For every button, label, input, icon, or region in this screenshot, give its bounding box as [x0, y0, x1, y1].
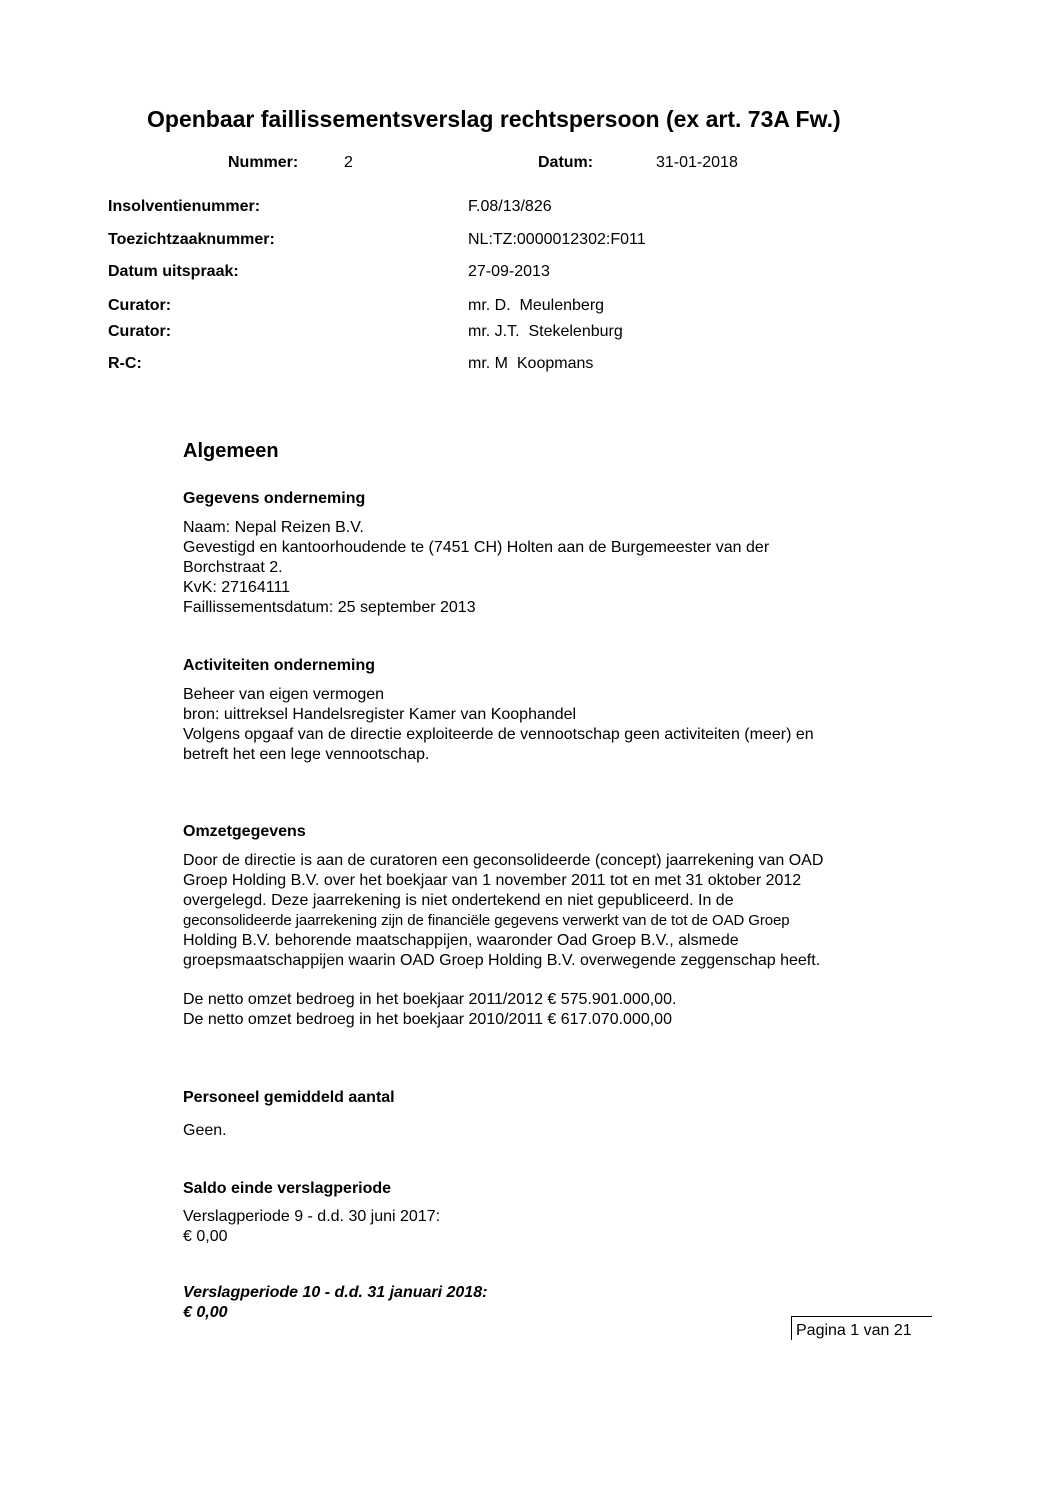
omzet-line: Door de directie is aan de curatoren een geconsolideerde (concept) jaarrekening van OAD	[183, 852, 824, 869]
omzet-line: overgelegd. Deze jaarrekening is niet ondertekend en niet gepubliceerd. In de	[183, 892, 734, 909]
saldo-current-line: Verslagperiode 10 - d.d. 31 januari 2018:	[183, 1284, 488, 1301]
gegevens-line: Faillissementsdatum: 25 september 2013	[183, 599, 476, 616]
activiteiten-line: bron: uittreksel Handelsregister Kamer van Koophandel	[183, 706, 577, 723]
gegevens-title: Gegevens onderneming	[183, 490, 366, 507]
insolventienummer-label: Insolventienummer:	[108, 198, 261, 215]
gegevens-line: Naam: Nepal Reizen B.V.	[183, 519, 364, 536]
nummer-value: 2	[344, 154, 353, 171]
document-title: Openbaar faillissementsverslag rechtspersoon (ex art. 73A Fw.)	[147, 106, 841, 132]
activiteiten-title: Activiteiten onderneming	[183, 657, 376, 674]
section-title-algemeen: Algemeen	[183, 440, 279, 462]
omzet-line: De netto omzet bedroeg in het boekjaar 2011/2012 € 575.901.000,00.	[183, 991, 677, 1008]
omzet-text	[183, 851, 943, 971]
omzet-line: groepsmaatschappijen waarin OAD Groep Holding B.V. overwegende zeggenschap heeft.	[183, 952, 821, 969]
datum-uitspraak-value: 27-09-2013	[468, 263, 550, 280]
omzet-line: Groep Holding B.V. over het boekjaar van 1 november 2011 tot en met 31 oktober 2012	[183, 872, 802, 889]
insolventienummer-value: F.08/13/826	[468, 198, 552, 215]
saldo-line: € 0,00	[183, 1228, 228, 1245]
page-number-box	[791, 1316, 932, 1340]
gegevens-line: Borchstraat 2.	[183, 559, 283, 576]
omzet-line: Holding B.V. behorende maatschappijen, waaronder Oad Groep B.V., alsmede	[183, 932, 739, 949]
datum-uitspraak-label: Datum uitspraak:	[108, 263, 239, 280]
gegevens-line: Gevestigd en kantoorhoudende te (7451 CH) Holten aan de Burgemeester van der	[183, 539, 770, 556]
curator-value-2: mr. J.T. Stekelenburg	[468, 323, 623, 340]
omzet-text-2	[183, 990, 943, 1030]
personeel-title: Personeel gemiddeld aantal	[183, 1089, 395, 1106]
saldo-current-line: € 0,00	[183, 1304, 228, 1321]
gegevens-text	[183, 518, 943, 618]
curator-label-2: Curator:	[108, 323, 172, 340]
rc-value: mr. M Koopmans	[468, 355, 594, 372]
saldo-line: Verslagperiode 9 - d.d. 30 juni 2017:	[183, 1208, 441, 1225]
nummer-label: Nummer:	[228, 154, 299, 171]
omzet-line: geconsolideerde jaarrekening zijn de financiële gegevens verwerkt van de tot de OAD Groep	[183, 912, 790, 929]
activiteiten-line: betreft het een lege vennootschap.	[183, 746, 430, 763]
datum-value: 31-01-2018	[656, 154, 738, 171]
omzet-title: Omzetgegevens	[183, 823, 306, 840]
saldo-current	[183, 1283, 487, 1323]
omzet-line: De netto omzet bedroeg in het boekjaar 2010/2011 € 617.070.000,00	[183, 1011, 672, 1028]
curator-value: mr. D. Meulenberg	[468, 297, 605, 314]
datum-label: Datum:	[538, 154, 594, 171]
curator-label: Curator:	[108, 297, 172, 314]
saldo-title: Saldo einde verslagperiode	[183, 1180, 392, 1197]
rc-label: R-C:	[108, 355, 142, 372]
gegevens-line: KvK: 27164111	[183, 579, 291, 596]
saldo-text	[183, 1207, 943, 1247]
personeel-text: Geen.	[183, 1122, 227, 1139]
toezichtzaaknummer-label: Toezichtzaaknummer:	[108, 231, 275, 248]
activiteiten-line: Beheer van eigen vermogen	[183, 686, 385, 703]
toezichtzaaknummer-value: NL:TZ:0000012302:F011	[468, 231, 646, 248]
page-number: Pagina 1 van 21	[796, 1322, 912, 1339]
activiteiten-text	[183, 685, 943, 765]
activiteiten-line: Volgens opgaaf van de directie exploiteerde de vennootschap geen activiteiten (meer) en	[183, 726, 814, 743]
